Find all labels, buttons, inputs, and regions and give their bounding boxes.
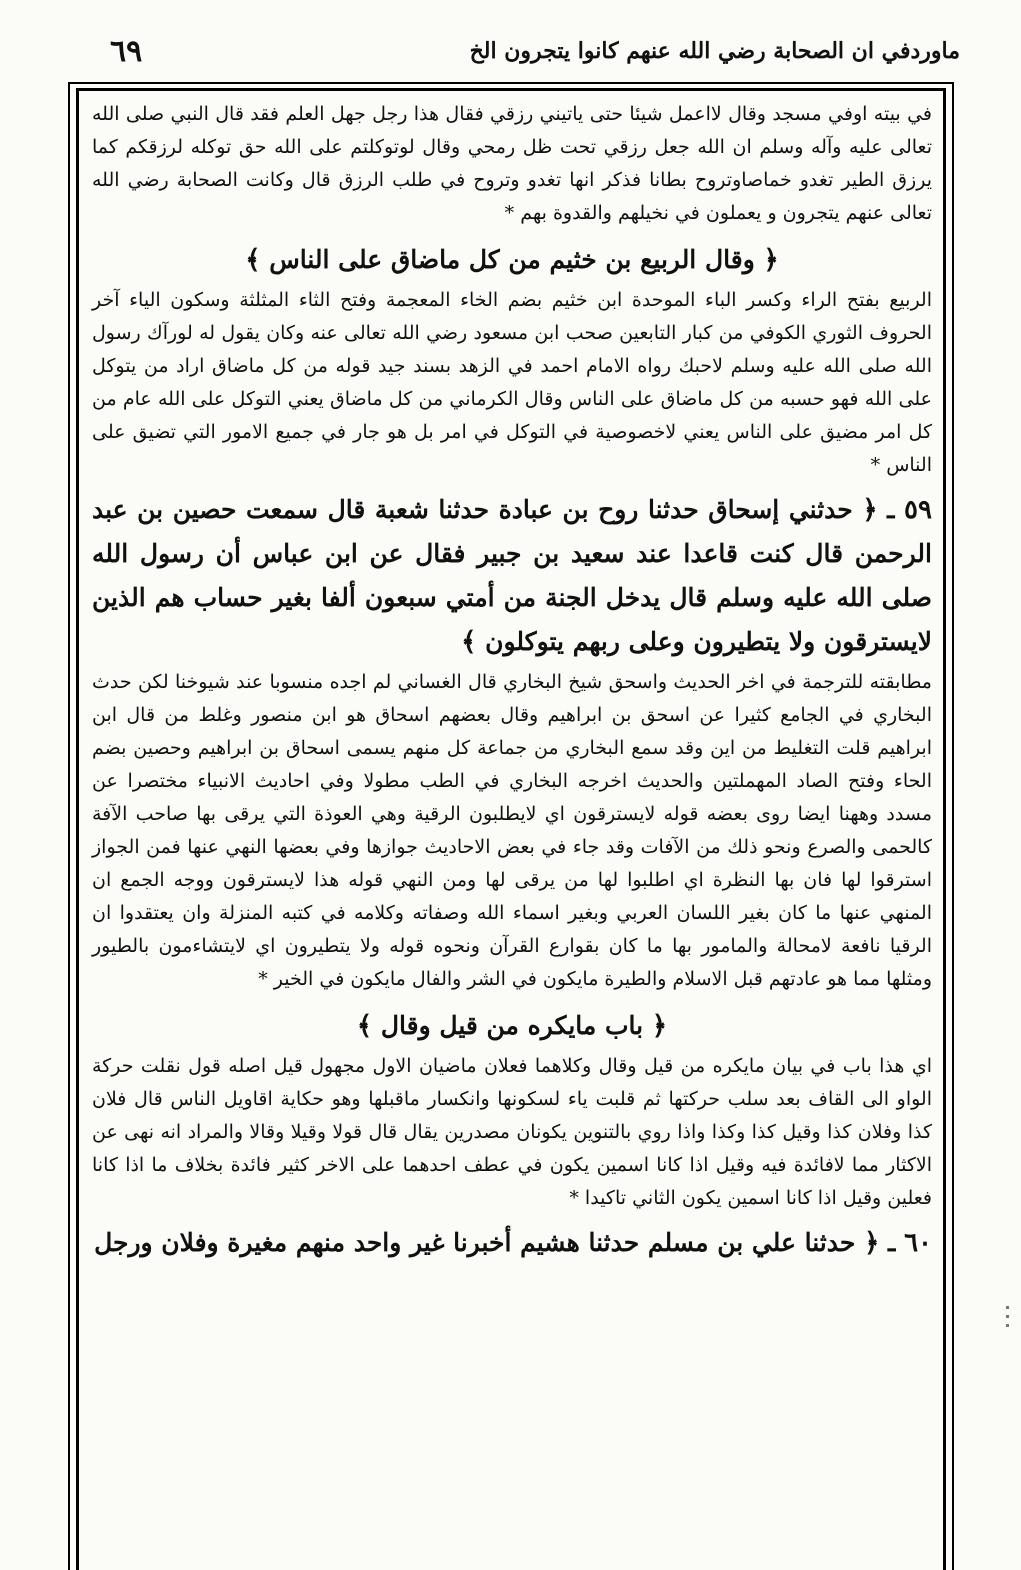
heading-text: وقال الربيع بن خثيم من كل ماضاق على الناس [269, 245, 755, 274]
scan-specks [1006, 1300, 1009, 1333]
hadith-text: حدثنا علي بن مسلم حدثنا هشيم أخبرنا غير واحد منهم مغيرة وفلان ورجل [94, 1228, 856, 1257]
end-mark: * [504, 202, 515, 224]
end-mark: * [569, 1187, 579, 1209]
end-mark: * [870, 454, 881, 476]
lead-paragraph: في بيته اوفي مسجد وقال لااعمل شيئا حتى ياتيني رزقي فقال هذا رجل جهل العلم فقد قال النبي صلى الله تعالى عليه وآله وسلم ان الله جعل رزقي تحت ظل رمحي وقال لوتوكلتم على الله حق توكله لرزقكم كما يرزق الطير تغدو خماصاوتروح بطانا فذكر انها تغدو وتروح في طلب الرزق قال وكانت الصحابة رضي الله تعالى عنهم يتجرون و يعملون في نخيلهم والقدوة بهم * [92, 103, 932, 224]
ornamental-bracket-close: ﴾ [356, 1011, 373, 1041]
section-heading-bab [92, 1006, 932, 1046]
heading-text: باب مايكره من قيل وقال [380, 1011, 644, 1040]
running-title: ماوردفي ان الصحابة رضي الله عنهم كانوا يتجرون الخ [469, 38, 960, 64]
ornamental-bracket-open: ﴿ [864, 1228, 880, 1258]
commentary-rabi: الربيع بفتح الراء وكسر الباء الموحدة ابن خثيم بضم الخاء المعجمة وفتح الثاء المثلثة وسكون الياء آخر الحروف الثوري الكوفي من كبار التابعين صحب ابن مسعود رضي الله تعالى عنه وكان يقول له لورآك رسول الله صلى الله عليه وسلم لاحبك رواه الامام احمد في الزهد بسند جيد قوله من كل ماضاق اراد من يتوكل على الله فهو حسبه من كل ماضاق على الناس وقال الكرماني من كل ماضاق يعني التوكل على الله عام من كل امر مضيق على الناس يعني لاخصوصية في التوكل في امر بل هو جار في جميع الامور التي تضيق على الناس * [92, 289, 932, 476]
hadith-text: حدثني إسحاق حدثنا روح بن عبادة حدثنا شعبة قال سمعت حصين بن عبد الرحمن قال كنت قاعدا عند سعيد بن جبير فقال عن ابن عباس أن رسول الله صلى الله عليه وسلم قال يدخل الجنة من أمتي سبعون ألفا بغير حساب هم الذين لايسترقون ولا يتطيرون وعلى ربهم يتوكلون [92, 495, 932, 656]
dash: ـ [887, 495, 895, 524]
hadith-59 [92, 488, 932, 664]
commentary-bab: اي هذا باب في بيان مايكره من قيل وقال وكلاهما فعلان ماضيان الاول مجهول قيل اصله قول نقلت حركة الواو الى القاف بعد سلب حركتها ثم قلبت ياء لسكونها وانكسار ماقبلها وهو حكاية اقاويل الناس قال فلان كذا وفلان كذا وقيل كذا وكذا واذا روي بالتنوين يكونان مصدرين يقال قال قولا وقيلا وقالا والمراد انه نهى عن الاكثار مما لافائدة فيه وقيل اذا كانا اسمين يكون في عطف احدهما على الاخر كثير فائدة بخلاف ما اذا كانا فعلين وقيل اذا كانا اسمين يكون الثاني تاكيدا * [92, 1055, 932, 1209]
dash: ـ [888, 1228, 896, 1257]
page-header [70, 22, 960, 72]
ornamental-bracket-open: ﴿ [862, 495, 878, 525]
ornamental-bracket-open: ﴿ [763, 245, 779, 275]
end-mark: * [258, 968, 268, 990]
ornamental-bracket-open: ﴿ [651, 1011, 668, 1041]
page-body [92, 92, 932, 1267]
ornamental-bracket-close: ﴾ [245, 245, 261, 275]
page-number: ٦٩ [110, 34, 143, 69]
hadith-60 [92, 1221, 932, 1265]
commentary-hadith-59: مطابقته للترجمة في اخر الحديث واسحق شيخ البخاري قال الغساني لم اجده منسوبا عند شيوخنا لكن حدث البخاري في الجامع كثيرا عن اسحق بن ابراهيم وقال بعضهم اسحاق هو ابن منصور وغلط من قال ابن ابراهيم قلت التغليط من اين وقد سمع البخاري من جماعة كل منهم يسمى اسحاق بن ابراهيم وحصين بضم الحاء وفتح الصاد المهملتين والحديث اخرجه البخاري في الطب مطولا وفي احاديث الانبياء مختصرا عن مسدد وههنا ايضا روى بعضه قوله لايسترقون اي لايطلبون الرقية وهي العوذة التي يرقى بها صاحب الآفة كالحمى والصرع ونحو ذلك من الآفات وقد جاء في بعض الاحاديث جوازها وفي بعضها النهي عنها فمن الجواز استرقوا لها فان بها النظرة اي اطلبوا لها من يرقى لها ومن النهي قوله هذا لايسترقون ووجه الجمع ان المنهي عنها ما كان بغير اللسان العربي وبغير اسماء الله وصفاته وكلامه في كتبه المنزلة وان يعتقدوا ان الرقيا نافعة لامحالة والمامور بها ما كان بقوارع القرآن ونحوه قوله ولا يتطيرون اي لايتشاءمون بالطيور ومثلها مما هو عادتهم قبل الاسلام والطيرة مايكون في الشر والفال مايكون في الخير * [92, 671, 932, 990]
hadith-number: ٦٠ [904, 1228, 932, 1258]
ornamental-bracket-close: ﴾ [461, 627, 477, 657]
hadith-number: ٥٩ [904, 495, 932, 525]
section-heading-rabi [92, 240, 932, 280]
